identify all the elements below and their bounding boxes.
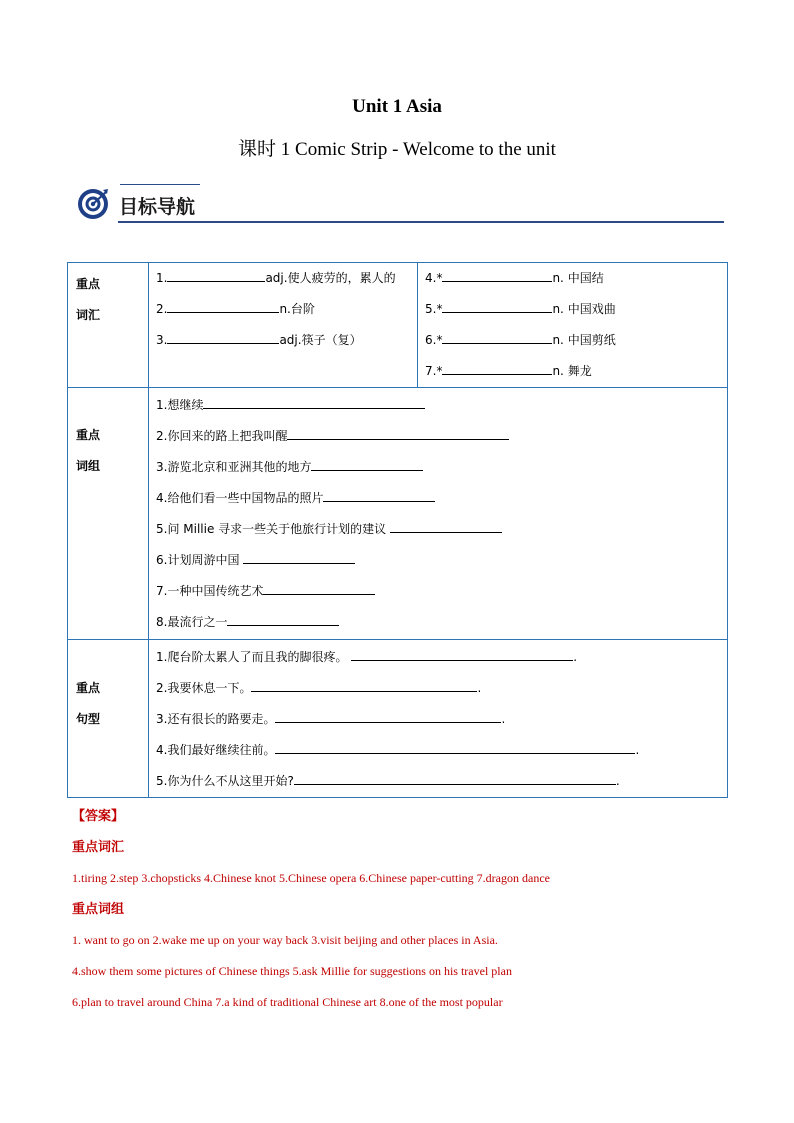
answer-blank[interactable] bbox=[275, 739, 635, 754]
nav-bottom-rule bbox=[118, 221, 724, 223]
target-nav-header bbox=[76, 184, 724, 224]
phrases-cell bbox=[149, 388, 728, 640]
item-meaning: n. 中国戏曲 bbox=[552, 302, 616, 316]
sentence-text: 4.我们最好继续往前。 bbox=[156, 743, 276, 757]
nav-top-rule bbox=[120, 184, 200, 185]
phrase-answers-line: 4.show them some pictures of Chinese things 5.ask Millie for suggestions on his travel plan bbox=[72, 964, 512, 978]
phrase-answers-line: 1. want to go on 2.wake me up on your way back 3.visit beijing and other places in Asia. bbox=[72, 933, 498, 947]
vocab-item bbox=[149, 294, 417, 325]
sentence-text: 3.还有很长的路要走。 bbox=[156, 712, 276, 726]
sentence-item: 5.你为什么不从这里开始? . bbox=[149, 766, 727, 797]
category-label: 重点 bbox=[76, 428, 101, 442]
answer-blank[interactable] bbox=[442, 360, 552, 375]
sentence-item: 4.我们最好继续往前。 . bbox=[149, 735, 727, 766]
phrase-answers-title: 重点词组 bbox=[72, 902, 125, 917]
unit-title: Unit 1 Asia bbox=[352, 96, 442, 117]
sentence-text: 2.我要休息一下。 bbox=[156, 681, 252, 695]
sentences-cell bbox=[149, 640, 728, 798]
phrase-text: 6.计划周游中国 bbox=[156, 553, 244, 567]
answer-blank[interactable] bbox=[311, 456, 423, 471]
item-number: 2. bbox=[156, 302, 168, 316]
phrase-text: 2.你回来的路上把我叫醒 bbox=[156, 429, 288, 443]
vocab-item bbox=[418, 325, 727, 356]
answer-blank[interactable] bbox=[442, 298, 552, 313]
sentence-item: 1.爬台阶太累人了而且我的脚很疼。 . bbox=[149, 642, 727, 673]
phrase-text: 1.想继续 bbox=[156, 398, 204, 412]
item-number: 1. bbox=[156, 271, 168, 285]
answer-blank[interactable] bbox=[275, 708, 501, 723]
answer-blank[interactable] bbox=[203, 394, 425, 409]
category-label: 重点 bbox=[76, 277, 101, 291]
phrase-item bbox=[149, 514, 727, 545]
target-icon bbox=[76, 187, 110, 221]
vocab-item bbox=[149, 263, 417, 294]
phrase-item bbox=[149, 421, 727, 452]
phrases-row bbox=[68, 388, 728, 640]
item-meaning: n. 中国结 bbox=[552, 271, 604, 285]
item-number: 7.* bbox=[425, 364, 443, 378]
vocab-item bbox=[418, 294, 727, 325]
vocab-row bbox=[68, 263, 728, 388]
item-meaning: adj.使人疲劳的，累人的 bbox=[265, 271, 396, 285]
answer-blank[interactable] bbox=[442, 329, 552, 344]
vocab-right-cell bbox=[418, 263, 728, 388]
vocab-category bbox=[68, 263, 149, 388]
phrase-text: 5.问 Millie 寻求一些关于他旅行计划的建议 bbox=[156, 522, 390, 536]
category-label: 句型 bbox=[76, 712, 101, 726]
phrase-text: 8.最流行之一 bbox=[156, 615, 228, 629]
vocab-item bbox=[418, 356, 727, 387]
phrase-item bbox=[149, 545, 727, 576]
phrase-text: 3.游览北京和亚洲其他的地方 bbox=[156, 460, 312, 474]
sentences-category bbox=[68, 640, 149, 798]
answer-blank[interactable] bbox=[243, 549, 355, 564]
answer-blank[interactable] bbox=[251, 677, 477, 692]
phrase-text: 7.一种中国传统艺术 bbox=[156, 584, 264, 598]
vocab-item bbox=[149, 325, 417, 356]
phrase-text: 4.给他们看一些中国物品的照片 bbox=[156, 491, 324, 505]
answer-blank[interactable] bbox=[390, 518, 502, 533]
phrase-item bbox=[149, 452, 727, 483]
category-label: 词汇 bbox=[76, 308, 101, 322]
phrases-category bbox=[68, 388, 149, 640]
answers-heading: 【答案】 bbox=[72, 809, 125, 824]
study-table bbox=[67, 262, 728, 798]
vocab-answers-title: 重点词汇 bbox=[72, 840, 125, 855]
item-number: 6.* bbox=[425, 333, 443, 347]
item-number: 4.* bbox=[425, 271, 443, 285]
answer-blank[interactable] bbox=[227, 611, 339, 626]
category-label: 词组 bbox=[76, 459, 101, 473]
answer-blank[interactable] bbox=[351, 646, 573, 661]
answer-blank[interactable] bbox=[323, 487, 435, 502]
sentences-row bbox=[68, 640, 728, 798]
phrase-item bbox=[149, 607, 727, 638]
answer-blank[interactable] bbox=[263, 580, 375, 595]
answer-blank[interactable] bbox=[294, 770, 616, 785]
item-meaning: n. 舞龙 bbox=[552, 364, 592, 378]
phrase-item bbox=[149, 576, 727, 607]
answer-blank[interactable] bbox=[442, 267, 552, 282]
phrase-item bbox=[149, 390, 727, 421]
item-meaning: n. 中国剪纸 bbox=[552, 333, 616, 347]
answers-section bbox=[72, 802, 732, 1018]
sentence-text: 5.你为什么不从这里开始? bbox=[156, 774, 294, 788]
category-label: 重点 bbox=[76, 681, 101, 695]
item-number: 3. bbox=[156, 333, 168, 347]
answer-blank[interactable] bbox=[167, 329, 279, 344]
sentence-item: 3.还有很长的路要走。 . bbox=[149, 704, 727, 735]
answer-blank[interactable] bbox=[167, 298, 279, 313]
vocab-item bbox=[418, 263, 727, 294]
item-meaning: n.台阶 bbox=[279, 302, 315, 316]
answer-blank[interactable] bbox=[167, 267, 265, 282]
phrase-answers-line: 6.plan to travel around China 7.a kind of traditional Chinese art 8.one of the most popular bbox=[72, 995, 503, 1009]
item-number: 5.* bbox=[425, 302, 443, 316]
vocab-left-cell bbox=[149, 263, 418, 388]
sentence-text: 1.爬台阶太累人了而且我的脚很疼。 bbox=[156, 650, 352, 664]
vocab-answers-line: 1.tiring 2.step 3.chopsticks 4.Chinese knot 5.Chinese opera 6.Chinese paper-cutting 7.dragon dance bbox=[72, 871, 550, 885]
answer-blank[interactable] bbox=[287, 425, 509, 440]
lesson-subtitle: 课时 1 Comic Strip - Welcome to the unit bbox=[238, 139, 556, 160]
item-meaning: adj.筷子（复） bbox=[279, 333, 362, 347]
sentence-item: 2.我要休息一下。 . bbox=[149, 673, 727, 704]
nav-label: 目标导航 bbox=[119, 196, 196, 218]
phrase-item bbox=[149, 483, 727, 514]
